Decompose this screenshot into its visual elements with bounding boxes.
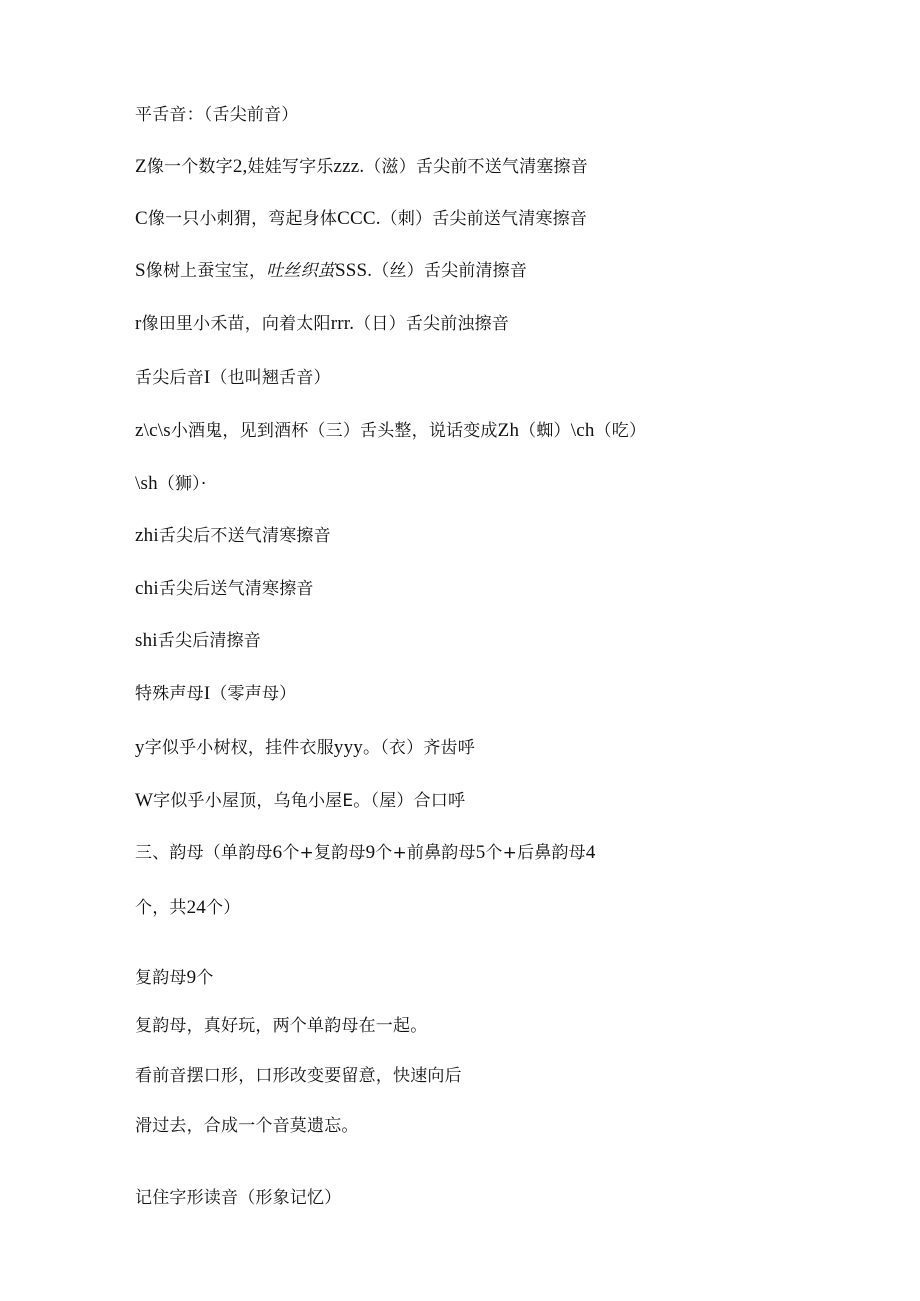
text-segment: （日）舌尖前浊擦音 bbox=[354, 314, 510, 334]
text-segment: 舌尖后音 bbox=[135, 368, 204, 388]
text-segment: 舌尖后送气清寒擦音 bbox=[158, 579, 314, 599]
text-segment: 字似乎小树杈，挂件衣服 bbox=[144, 738, 334, 758]
text-segment: （零声母） bbox=[210, 684, 297, 704]
text-line-rhyme-1 bbox=[135, 1014, 427, 1038]
text-line-w bbox=[135, 789, 465, 813]
text-line-zhi bbox=[135, 524, 331, 548]
text-line-finals-total bbox=[135, 896, 240, 920]
text-segment: 个+复韵母 bbox=[282, 843, 366, 863]
text-line-retroflex-heading bbox=[135, 366, 331, 390]
text-segment: 。（衣）齐齿呼 bbox=[363, 738, 475, 758]
text-segment: Zh bbox=[497, 420, 520, 441]
text-segment: 平舌音：（舌尖前音） bbox=[135, 105, 299, 125]
text-segment: 个+前鼻韵母 bbox=[375, 843, 476, 863]
text-segment: 吐丝织茧 bbox=[266, 261, 335, 281]
text-segment: 4 bbox=[585, 842, 596, 863]
text-segment: （丝）舌尖前清擦音 bbox=[372, 261, 528, 281]
text-segment: 记住字形读音（形象记忆） bbox=[135, 1188, 342, 1208]
text-segment: 像田里小禾苗，向着太阳 bbox=[141, 314, 331, 334]
text-segment: zhi bbox=[135, 525, 159, 546]
text-segment: E bbox=[342, 791, 354, 811]
text-segment: 娃娃写字乐 bbox=[247, 157, 334, 177]
text-segment: 6 bbox=[272, 842, 283, 863]
text-segment: （也叫翘舌音） bbox=[210, 368, 331, 388]
text-line-zcs-rhyme bbox=[135, 419, 646, 443]
text-segment: 5 bbox=[475, 842, 486, 863]
text-segment: C bbox=[135, 208, 148, 229]
text-segment: S bbox=[135, 260, 146, 281]
text-segment: 舌尖后不送气清寒擦音 bbox=[158, 526, 331, 546]
text-segment: （吃） bbox=[594, 421, 647, 441]
text-segment: Z bbox=[135, 156, 147, 177]
text-segment: 个，共 bbox=[135, 898, 187, 918]
text-line-special-heading bbox=[135, 682, 296, 706]
text-segment: SSS. bbox=[335, 260, 373, 281]
text-segment: CCC. bbox=[337, 208, 381, 229]
text-segment: 舌尖后清擦音 bbox=[157, 631, 261, 651]
text-segment: 个） bbox=[206, 898, 241, 918]
text-segment: （狮）· bbox=[157, 474, 207, 494]
text-segment: 9 bbox=[365, 842, 376, 863]
text-segment: z\c\s bbox=[135, 420, 171, 441]
text-segment: （蜘） bbox=[519, 421, 571, 441]
text-line-rhyme-3 bbox=[135, 1114, 359, 1138]
text-segment: W bbox=[135, 790, 154, 811]
text-line-rhyme-2 bbox=[135, 1064, 462, 1088]
text-line-z bbox=[135, 155, 588, 179]
text-segment: 2, bbox=[232, 156, 248, 177]
text-segment: 字似乎小屋顶，乌龟小屋 bbox=[153, 791, 343, 811]
text-line-r bbox=[135, 312, 509, 336]
text-segment: 像一只小刺猬，弯起身体 bbox=[147, 209, 338, 229]
text-segment: I bbox=[203, 367, 211, 388]
text-segment: （滋）舌尖前不送气清塞擦音 bbox=[364, 157, 588, 177]
text-segment: 滑过去，合成一个音莫遗忘。 bbox=[135, 1116, 359, 1136]
text-segment: chi bbox=[135, 578, 159, 599]
text-segment: 看前音摆口形，口形改变要留意，快速向后 bbox=[135, 1066, 462, 1086]
text-segment: y bbox=[135, 737, 145, 758]
text-segment: 复韵母 bbox=[135, 968, 187, 988]
text-segment: 24 bbox=[186, 897, 207, 918]
text-segment: r bbox=[135, 313, 142, 334]
text-segment: 像一个数字 bbox=[146, 157, 233, 177]
text-segment: 个+后鼻韵母 bbox=[485, 843, 586, 863]
text-segment: 个 bbox=[196, 968, 214, 988]
text-line-c bbox=[135, 207, 587, 231]
text-segment: 像树上蚕宝宝， bbox=[145, 261, 267, 281]
text-segment: 复韵母，真好玩，两个单韵母在一起。 bbox=[135, 1016, 428, 1036]
text-line-sh bbox=[135, 472, 207, 496]
text-segment: 特殊声母 bbox=[135, 684, 204, 704]
text-line-flat-tongue-heading bbox=[135, 103, 299, 127]
text-segment: zzz. bbox=[333, 156, 365, 177]
text-segment: （刺）舌尖前送气清寒擦音 bbox=[380, 209, 588, 229]
text-segment: shi bbox=[135, 630, 158, 651]
text-segment: \ch bbox=[570, 420, 595, 441]
text-line-compound-finals-heading bbox=[135, 966, 214, 990]
text-line-y bbox=[135, 736, 475, 760]
text-line-chi bbox=[135, 577, 314, 601]
text-segment: 。（屋）合口呼 bbox=[353, 791, 466, 811]
text-line-memory-heading bbox=[135, 1186, 341, 1210]
text-segment: \sh bbox=[135, 473, 158, 494]
text-segment: rrr. bbox=[330, 313, 355, 334]
text-segment: yyy bbox=[333, 737, 364, 758]
text-segment: 9 bbox=[186, 967, 197, 988]
text-segment: 小酒鬼，见到酒杯（三）舌头整，说话变成 bbox=[170, 421, 498, 441]
text-line-finals-heading bbox=[135, 841, 596, 865]
text-segment: I bbox=[203, 683, 211, 704]
text-line-s bbox=[135, 259, 527, 283]
text-line-shi bbox=[135, 629, 261, 653]
text-segment: 三、韵母（单韵母 bbox=[135, 843, 273, 863]
